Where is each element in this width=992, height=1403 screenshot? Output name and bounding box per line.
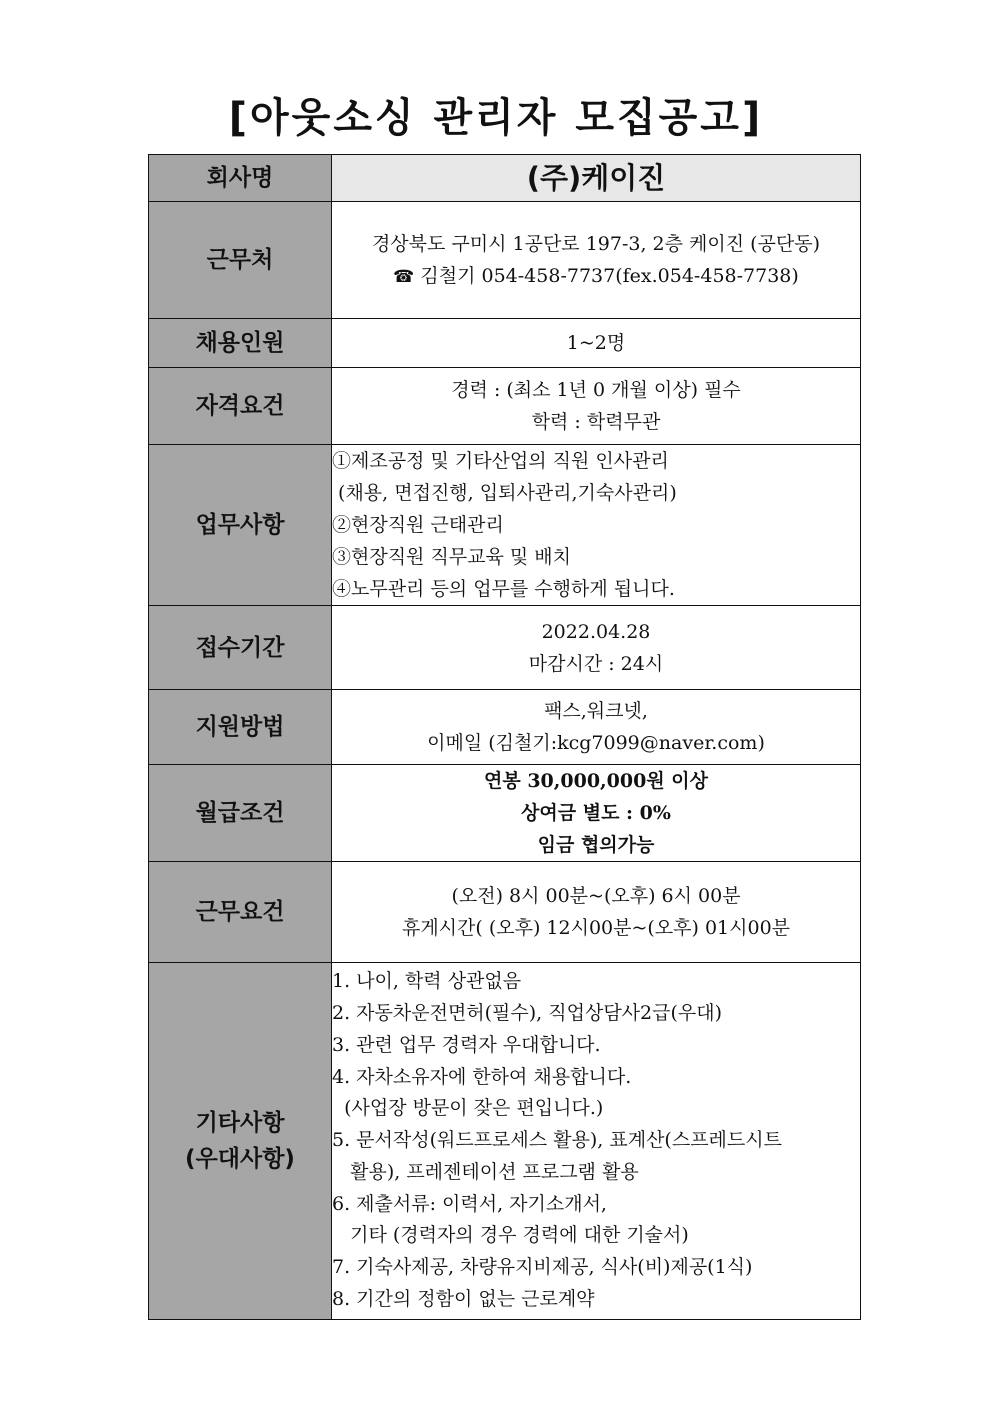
etc-line: 1. 나이, 학력 상관없음: [332, 970, 522, 993]
row-qualification: [149, 368, 861, 445]
value-company: (주)케이진: [332, 155, 861, 202]
value-salary: [332, 765, 861, 862]
row-headcount: [149, 319, 861, 368]
etc-line: 5. 문서작성(워드프로세스 활용), 표계산(스프레드시트: [332, 1129, 782, 1152]
duty-line: ③현장직원 직무교육 및 배치: [332, 546, 572, 568]
salary-line: 임금 협의가능: [537, 834, 655, 856]
duty-line: ④노무관리 등의 업무를 수행하게 됩니다.: [332, 578, 675, 600]
duty-line: ①제조공정 및 기타산업의 직원 인사관리: [332, 450, 669, 472]
row-workplace: [149, 202, 861, 319]
label-company: 회사명: [149, 155, 332, 202]
etc-line: 3. 관련 업무 경력자 우대합니다.: [332, 1033, 601, 1056]
value-headcount: 1~2명: [332, 319, 861, 368]
row-period: [149, 606, 861, 690]
salary-line: 상여금 별도 : 0%: [521, 802, 671, 824]
label-workplace: 근무처: [149, 202, 332, 319]
label-method: 지원방법: [149, 690, 332, 765]
etc-line: 7. 기숙사제공, 차량유지비제공, 식사(비)제공(1식): [332, 1256, 753, 1279]
method-line: 이메일 (김철기:kcg7099@naver.com): [427, 732, 765, 754]
hours-line: (오전) 8시 00분~(오후) 6시 00분: [451, 885, 741, 907]
hours-line: 휴게시간( (오후) 12시00분~(오후) 01시00분: [401, 917, 791, 939]
salary-line: 연봉 30,000,000원 이상: [484, 770, 708, 792]
workplace-contact: 김철기 054-458-7737(fex.054-458-7738): [414, 264, 799, 287]
label-hours: 근무요건: [149, 862, 332, 963]
row-duties: [149, 445, 861, 606]
label-etc-line2: (우대사항): [185, 1146, 295, 1172]
method-line: 팩스,워크넷,: [544, 700, 648, 722]
label-etc-line1: 기타사항: [195, 1110, 285, 1136]
value-workplace: [332, 202, 861, 319]
value-hours: [332, 862, 861, 963]
period-date: 2022.04.28: [541, 620, 651, 643]
row-etc: [149, 963, 861, 1320]
etc-line: 4. 자차소유자에 한하여 채용합니다.: [332, 1065, 632, 1088]
workplace-contact-line: [332, 260, 860, 293]
qualification-line: 경력 : (최소 1년 0 개월 이상) 필수: [451, 379, 741, 401]
period-deadline: 마감시간 : 24시: [528, 652, 664, 675]
label-duties: 업무사항: [149, 445, 332, 606]
etc-line: (사업장 방문이 잦은 편입니다.): [332, 1097, 604, 1120]
etc-line: 활용), 프레젠테이션 프로그램 활용: [332, 1160, 639, 1183]
value-etc: [332, 963, 861, 1320]
duty-line: (채용, 면접진행, 입퇴사관리,기숙사관리): [332, 482, 677, 504]
label-salary: 월급조건: [149, 765, 332, 862]
etc-line: 8. 기간의 정함이 없는 근로계약: [332, 1288, 595, 1311]
page-title: [아웃소싱 관리자 모집공고]: [228, 95, 764, 141]
qualification-line: 학력 : 학력무관: [531, 411, 661, 433]
etc-line: 6. 제출서류: 이력서, 자기소개서,: [332, 1192, 607, 1215]
label-etc: [149, 963, 332, 1320]
value-period: [332, 606, 861, 690]
duty-line: ②현장직원 근태관리: [332, 514, 504, 536]
phone-icon: ☎: [393, 266, 415, 287]
etc-line: 기타 (경력자의 경우 경력에 대한 기술서): [332, 1224, 689, 1247]
etc-line: 2. 자동차운전면허(필수), 직업상담사2급(우대): [332, 1001, 723, 1024]
value-method: [332, 690, 861, 765]
label-headcount: 채용인원: [149, 319, 332, 368]
row-hours: [149, 862, 861, 963]
label-qualification: 자격요건: [149, 368, 332, 445]
value-duties: [332, 445, 861, 606]
recruitment-table: [148, 154, 861, 1320]
row-salary: [149, 765, 861, 862]
workplace-address: 경상북도 구미시 1공단로 197-3, 2층 케이진 (공단동): [371, 232, 821, 255]
value-qualification: [332, 368, 861, 445]
row-company: [149, 155, 861, 202]
row-method: [149, 690, 861, 765]
label-period: 접수기간: [149, 606, 332, 690]
